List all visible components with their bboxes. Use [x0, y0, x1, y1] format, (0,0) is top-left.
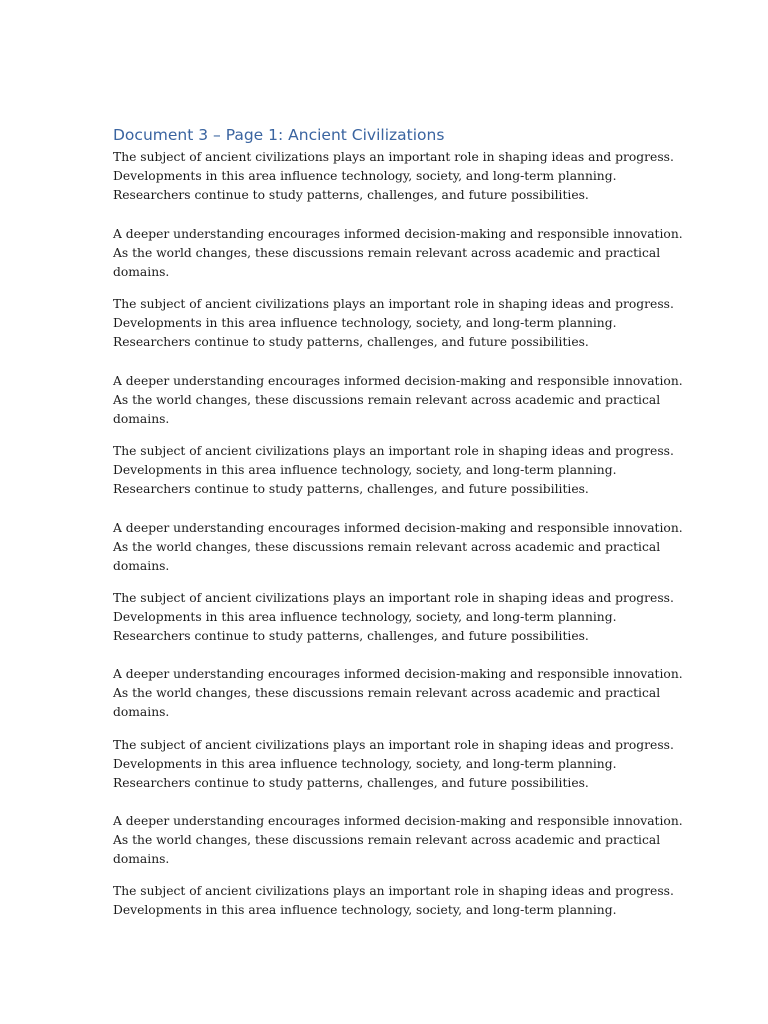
paragraph-line: Researchers continue to study patterns, challenges, and future possibilities.	[113, 482, 589, 497]
paragraph	[113, 519, 683, 577]
paragraph-line: domains.	[113, 265, 170, 280]
paragraph	[113, 225, 683, 283]
paragraph-line: As the world changes, these discussions remain relevant across academic and practical	[113, 393, 661, 408]
paragraph-line: As the world changes, these discussions remain relevant across academic and practical	[113, 833, 661, 848]
paragraph-line: Developments in this area influence technology, society, and long-term planning.	[113, 610, 617, 625]
paragraph-line: domains.	[113, 559, 170, 574]
paragraph	[113, 589, 674, 647]
paragraph-line: A deeper understanding encourages informed decision-making and responsible innovation.	[113, 374, 683, 388]
paragraph	[113, 812, 683, 870]
paragraph	[113, 665, 683, 723]
paragraph-line: Developments in this area influence technology, society, and long-term planning.	[113, 463, 617, 478]
paragraph-line: As the world changes, these discussions remain relevant across academic and practical	[113, 686, 661, 701]
page-title: Document 3 – Page 1: Ancient Civilizations	[113, 126, 445, 144]
paragraph-line: domains.	[113, 852, 170, 867]
paragraph-line: The subject of ancient civilizations plays an important role in shaping ideas and progress.	[113, 591, 674, 605]
paragraph-line: As the world changes, these discussions remain relevant across academic and practical	[113, 540, 661, 555]
paragraph-line: Researchers continue to study patterns, challenges, and future possibilities.	[113, 776, 589, 791]
paragraph-line: Developments in this area influence technology, society, and long-term planning.	[113, 903, 617, 918]
paragraph	[113, 882, 674, 920]
paragraph	[113, 372, 683, 430]
paragraph-line: Developments in this area influence technology, society, and long-term planning.	[113, 757, 617, 772]
paragraph-line: Developments in this area influence technology, society, and long-term planning.	[113, 169, 617, 184]
paragraph-line: The subject of ancient civilizations plays an important role in shaping ideas and progress.	[113, 884, 674, 898]
paragraph-line: The subject of ancient civilizations plays an important role in shaping ideas and progress.	[113, 738, 674, 752]
paragraph-line: A deeper understanding encourages informed decision-making and responsible innovation.	[113, 814, 683, 828]
paragraph-line: A deeper understanding encourages informed decision-making and responsible innovation.	[113, 227, 683, 241]
paragraph-line: Researchers continue to study patterns, challenges, and future possibilities.	[113, 629, 589, 644]
paragraph-line: Researchers continue to study patterns, challenges, and future possibilities.	[113, 188, 589, 203]
paragraph-line: A deeper understanding encourages informed decision-making and responsible innovation.	[113, 667, 683, 681]
paragraph	[113, 736, 674, 794]
paragraph-line: As the world changes, these discussions remain relevant across academic and practical	[113, 246, 661, 261]
paragraph	[113, 295, 674, 353]
paragraph	[113, 442, 674, 500]
paragraph-line: A deeper understanding encourages informed decision-making and responsible innovation.	[113, 521, 683, 535]
paragraph-line: domains.	[113, 412, 170, 427]
paragraph-line: Developments in this area influence technology, society, and long-term planning.	[113, 316, 617, 331]
paragraph-line: Researchers continue to study patterns, challenges, and future possibilities.	[113, 335, 589, 350]
paragraph-line: The subject of ancient civilizations plays an important role in shaping ideas and progress.	[113, 297, 674, 311]
paragraph-line: The subject of ancient civilizations plays an important role in shaping ideas and progress.	[113, 444, 674, 458]
paragraph-line: The subject of ancient civilizations plays an important role in shaping ideas and progress.	[113, 150, 674, 164]
paragraph	[113, 148, 674, 206]
paragraph-line: domains.	[113, 705, 170, 720]
